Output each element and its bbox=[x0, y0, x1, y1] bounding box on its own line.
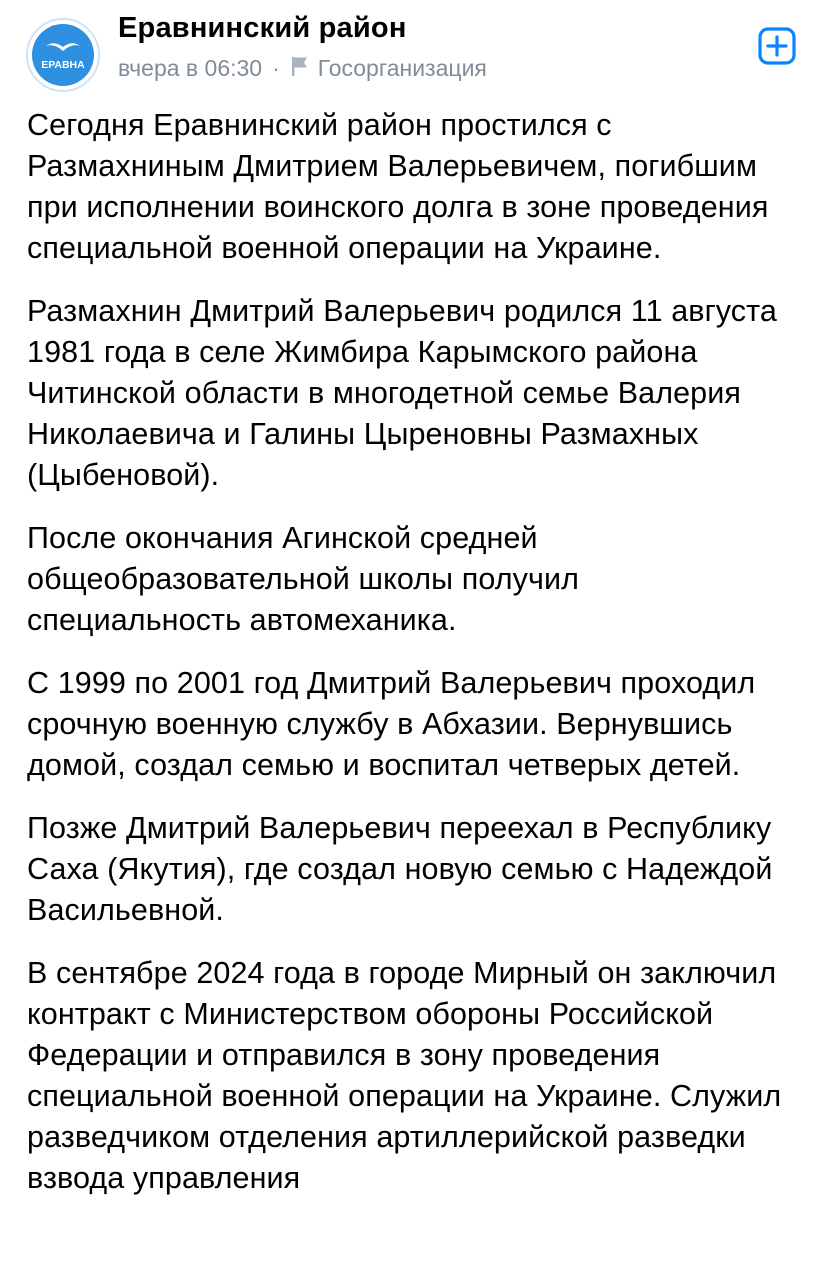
group-name[interactable]: Еравнинский район bbox=[118, 12, 407, 44]
post-time[interactable]: вчера в 06:30 bbox=[118, 54, 263, 81]
group-avatar[interactable] bbox=[24, 16, 102, 94]
group-type: Госорганизация bbox=[317, 54, 487, 81]
post-paragraph: С 1999 по 2001 год Дмитрий Валерьевич проходил срочную военную службу в Абхазии. Вернувшись домой, создал семью и воспитал четверых детей. bbox=[27, 666, 756, 782]
avatar-ring-text: ЯКУТИЯ bbox=[37, 24, 57, 42]
post-paragraph: Сегодня Еравнинский район простился с Размахниным Дмитрием Валерьевичем, погибшим при исполнении воинского долга в зоне проведения специальной военной операции на Украине. bbox=[27, 108, 769, 265]
post-header bbox=[0, 0, 815, 96]
avatar-text: ЕРАВНА bbox=[41, 59, 85, 71]
meta-separator: · bbox=[272, 54, 280, 81]
post-text bbox=[27, 105, 797, 1221]
add-icon[interactable] bbox=[758, 27, 796, 65]
post-paragraph: В сентябре 2024 года в городе Мирный он заключил контракт с Министерством обороны Российской Федерации и отправился в зону проведения специальной военной операции на Украине. Служил разведчиком отделения артиллерийской разведки взвода управления bbox=[27, 956, 782, 1195]
post-paragraph: Размахнин Дмитрий Валерьевич родился 11 августа 1981 года в селе Жимбира Карымского района Читинской области в многодетной семье Валерия Николаевича и Галины Цыреновны Размахных (Цыбеновой). bbox=[27, 294, 777, 492]
post-meta bbox=[118, 54, 487, 82]
post-paragraph: После окончания Агинской средней общеобразовательной школы получил специальность автомеханика. bbox=[27, 521, 580, 637]
flag-icon bbox=[290, 55, 310, 83]
post-paragraph: Позже Дмитрий Валерьевич переехал в Республику Саха (Якутия), где создал новую семью с Надеждой Васильевной. bbox=[27, 811, 773, 927]
